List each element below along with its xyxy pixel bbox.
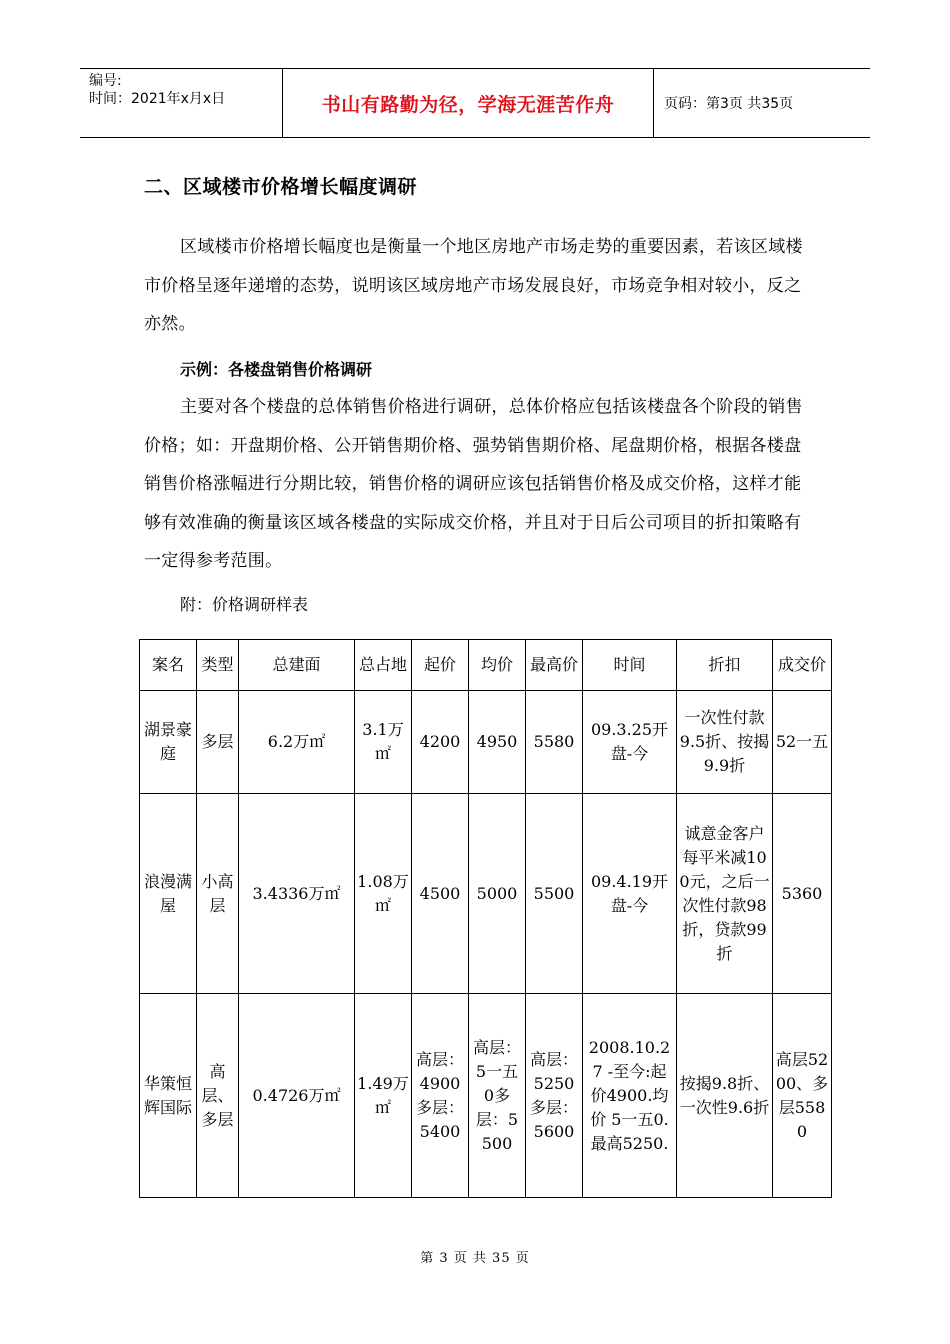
header-page-info: 页码：第3页 共35页 [664, 96, 794, 112]
table-cell: 5580 [526, 691, 583, 794]
table-cell: 2008.10.27 -至今:起价4900.均价 5一五0.最高5250. [583, 994, 677, 1198]
table-cell: 09.3.25开盘-今 [583, 691, 677, 794]
attachment-label: 附：价格调研样表 [180, 595, 309, 614]
table-cell: 高层：5一五0多层：5500 [469, 994, 526, 1198]
header-cell: 均价 [469, 640, 526, 691]
table-cell: 3.1万㎡ [355, 691, 412, 794]
table-cell: 小高层 [197, 794, 239, 994]
table-cell: 4200 [412, 691, 469, 794]
table-cell: 5360 [773, 794, 832, 994]
page-header [80, 68, 870, 138]
table-cell: 诚意金客户每平米减100元，之后一次性付款98折，贷款99折 [677, 794, 773, 994]
table-cell: 高层5200、多层5580 [773, 994, 832, 1198]
example-paragraph: 主要对各个楼盘的总体销售价格进行调研，总体价格应包括该楼盘各个阶段的销售价格；如：开盘期价格、公开销售期价格、强势销售期价格、尾盘期价格，根据各楼盘销售价格涨幅进行分期比较，销售价格的调研应该包括销售价格及成交价格，这样才能够有效准确的衡量该区域各楼盘的实际成交价格，并且对于日后公司项目的折扣策略有一定得参考范围。 [144, 397, 803, 571]
header-motto: 书山有路勤为径，学海无涯苦作舟 [283, 69, 654, 137]
header-cell: 类型 [197, 640, 239, 691]
table-cell: 按揭9.8折、一次性9.6折 [677, 994, 773, 1198]
table-cell: 09.4.19开盘-今 [583, 794, 677, 994]
header-cell: 成交价 [773, 640, 832, 691]
table-cell: 6.2万㎡ [239, 691, 355, 794]
header-cell: 起价 [412, 640, 469, 691]
table-cell: 4500 [412, 794, 469, 994]
page-footer: 第 3 页 共 35 页 [420, 1251, 530, 1266]
table-cell: 高层、多层 [197, 994, 239, 1198]
section-heading: 二、区域楼市价格增长幅度调研 [144, 176, 418, 198]
intro-paragraph: 区域楼市价格增长幅度也是衡量一个地区房地产市场走势的重要因素，若该区域楼市价格呈逐年递增的态势，说明该区域房地产市场发展良好，市场竞争相对较小，反之亦然。 [144, 237, 803, 334]
header-cell: 折扣 [677, 640, 773, 691]
table-row [140, 794, 832, 994]
table-cell: 高层：5250多层：5600 [526, 994, 583, 1198]
table-cell: 4950 [469, 691, 526, 794]
table-cell: 浪漫满屋 [140, 794, 197, 994]
table-row [140, 691, 832, 794]
document-number-label: 编号: [89, 73, 122, 89]
table-cell: 3.4336万㎡ [239, 794, 355, 994]
table-cell: 0.4726万㎡ [239, 994, 355, 1198]
header-cell: 总建面 [239, 640, 355, 691]
table-cell: 湖景豪庭 [140, 691, 197, 794]
document-date: 时间：2021年x月x日 [89, 91, 226, 107]
header-cell: 案名 [140, 640, 197, 691]
header-cell: 时间 [583, 640, 677, 691]
table-cell: 华策恒辉国际 [140, 994, 197, 1198]
table-cell: 高层：4900多层：5400 [412, 994, 469, 1198]
header-meta [80, 69, 283, 137]
table-cell: 5000 [469, 794, 526, 994]
header-cell: 总占地 [355, 640, 412, 691]
table-cell: 多层 [197, 691, 239, 794]
table-cell: 1.49万㎡ [355, 994, 412, 1198]
example-title: 示例：各楼盘销售价格调研 [180, 360, 373, 379]
table-header-row [140, 640, 832, 691]
table-cell: 1.08万㎡ [355, 794, 412, 994]
header-cell: 最高价 [526, 640, 583, 691]
price-survey-table [139, 639, 832, 1198]
table-cell: 52一五 [773, 691, 832, 794]
table-row [140, 994, 832, 1198]
table-cell: 5500 [526, 794, 583, 994]
table-cell: 一次性付款9.5折、按揭9.9折 [677, 691, 773, 794]
